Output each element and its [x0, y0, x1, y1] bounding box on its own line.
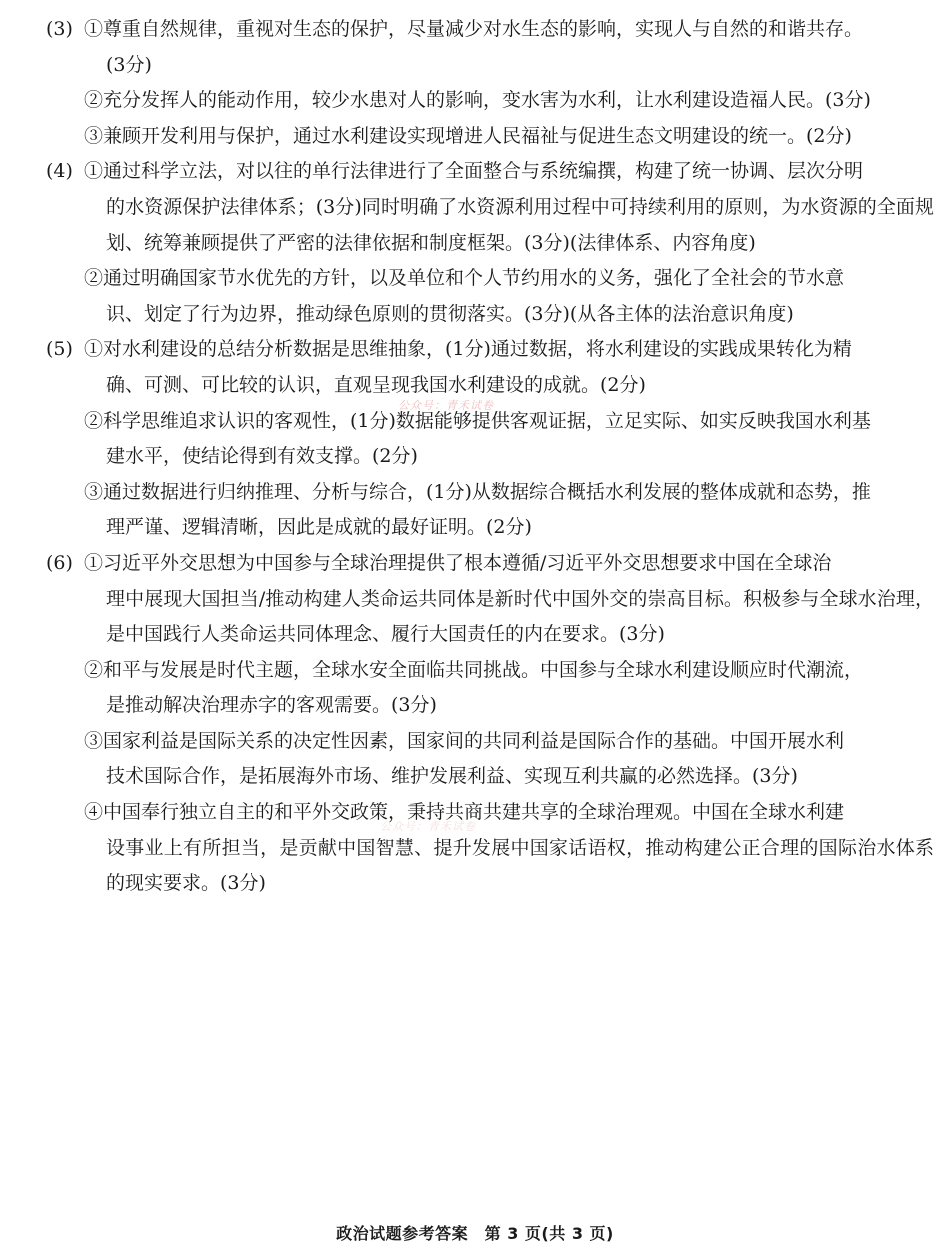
answer-content: [46, 12, 934, 902]
answer-continuation: 识、划定了行为边界，推动绿色原则的贯彻落实。(3分)(从各主体的法治意识角度): [106, 302, 794, 325]
answer-line: ②通过明确国家节水优先的方针，以及单位和个人节约用水的义务，强化了全社会的节水意: [84, 267, 845, 290]
answer-item: [84, 332, 934, 403]
answer-item: [84, 546, 934, 653]
answer-line: ①对水利建设的总结分析数据是思维抽象，(1分)通过数据，将水利建设的实践成果转化为精: [84, 338, 852, 361]
answer-line: ①尊重自然规律，重视对生态的保护，尽量减少对水生态的影响，实现人与自然的和谐共存。: [84, 18, 864, 40]
watermark: 公众号：青禾试卷: [398, 399, 494, 412]
page-footer: 政治试题参考答案 第 3 页(共 3 页): [336, 1224, 614, 1243]
answer-line: ②充分发挥人的能动作用，较少水患对人的影响，变水害为水利，让水利建设造福人民。(3分): [84, 89, 871, 112]
answer-continuation: 理中展现大国担当/推动构建人类命运共同体是新时代中国外交的崇高目标。积极参与全球水治理，是中国践行人类命运共同体理念、履行大国责任的内在要求。(3分): [106, 587, 934, 646]
answer-item: [84, 154, 934, 261]
answer-continuation: 技术国际合作，是拓展海外市场、维护发展利益、实现互利共赢的必然选择。(3分): [106, 765, 798, 788]
answer-line: ③通过数据进行归纳推理、分析与综合，(1分)从数据综合概括水利发展的整体成就和态势，推: [84, 480, 871, 503]
answer-line: ③兼顾开发利用与保护，通过水利建设实现增进人民福祉与促进生态文明建设的统一。(2分): [84, 124, 852, 147]
answer-line: ③国家利益是国际关系的决定性因素，国家间的共同利益是国际合作的基础。中国开展水利: [84, 729, 845, 752]
watermark: 公众号：青禾试卷: [380, 820, 476, 833]
answer-item: [84, 261, 934, 332]
answer-line: ④中国奉行独立自主的和平外交政策，秉持共商共建共享的全球治理观。中国在全球水利建: [84, 801, 845, 824]
answer-item: [84, 404, 934, 475]
answer-continuation: 设事业上有所担当，是贡献中国智慧、提升发展中国家话语权，推动构建公正合理的国际治水体系的现实要求。(3分): [106, 836, 934, 895]
question-number: (5): [46, 338, 73, 361]
answer-continuation: 的水资源保护法律体系；(3分)同时明确了水资源利用过程中可持续利用的原则，为水资源的全面规划、统筹兼顾提供了严密的法律依据和制度框架。(3分)(法律体系、内容角度): [106, 195, 934, 254]
question-number: (3): [46, 18, 73, 40]
question-number: (6): [46, 551, 73, 574]
question-6: [46, 546, 934, 902]
question-4: [46, 154, 934, 332]
question-5: [46, 332, 934, 546]
answer-continuation: 确、可测、可比较的认识，直观呈现我国水利建设的成就。(2分): [106, 373, 646, 396]
answer-line: ②和平与发展是时代主题，全球水安全面临共同挑战。中国参与全球水利建设顺应时代潮流，: [84, 658, 864, 681]
answer-line: ②科学思维追求认识的客观性，(1分)数据能够提供客观证据，立足实际、如实反映我国水利基: [84, 409, 871, 432]
answer-continuation: (3分): [106, 53, 152, 76]
answer-continuation: 理严谨、逻辑清晰，因此是成就的最好证明。(2分): [106, 516, 532, 539]
answer-line: ①习近平外交思想为中国参与全球治理提供了根本遵循/习近平外交思想要求中国在全球治: [84, 551, 832, 574]
answer-item: [84, 83, 934, 119]
answer-item: [84, 724, 934, 795]
question-3: [46, 12, 934, 154]
question-number: (4): [46, 160, 73, 183]
answer-item: [84, 119, 934, 155]
answer-continuation: 建水平，使结论得到有效支撑。(2分): [106, 445, 418, 468]
answer-item: [84, 653, 934, 724]
answer-item: [84, 12, 934, 83]
answer-line: ①通过科学立法，对以往的单行法律进行了全面整合与系统编撰，构建了统一协调、层次分明: [84, 160, 864, 183]
answer-item: [84, 475, 934, 546]
answer-continuation: 是推动解决治理赤字的客观需要。(3分): [106, 694, 437, 717]
answer-item: [84, 795, 934, 902]
